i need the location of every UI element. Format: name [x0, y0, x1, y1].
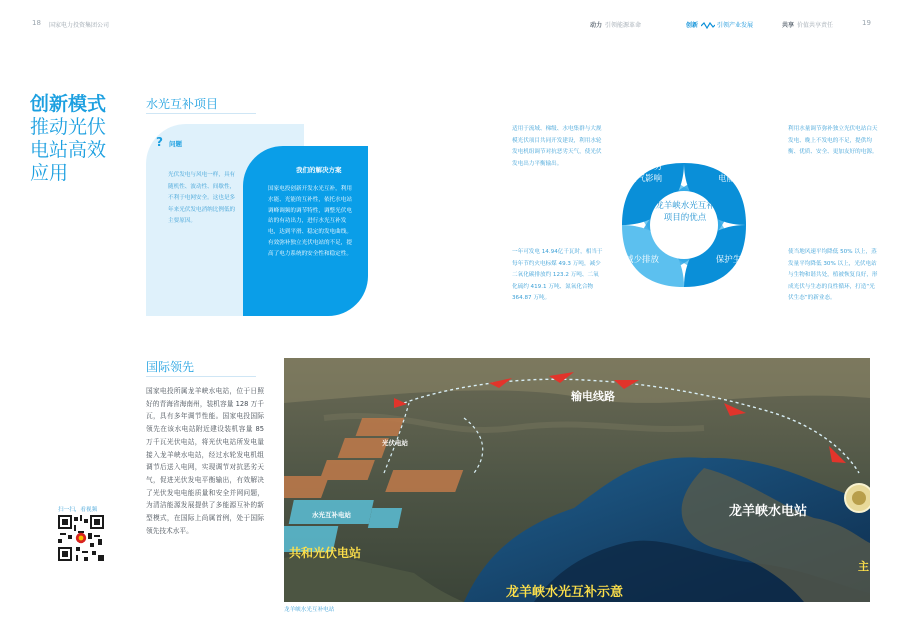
map-label-gonghe: 共和光伏电站: [289, 546, 362, 560]
page-title: [30, 93, 145, 185]
qr-label: 扫一扫，看视频: [58, 507, 98, 513]
nav-item-innovation[interactable]: [686, 20, 753, 29]
title-line-4: 应用: [30, 162, 69, 184]
intl-body-text: 国家电投所属龙羊峡水电站，位于日照好的青海省海南州，装机容量 128 万千瓦，具有多年调节性能。国家电投国际领先在该水电站附近建设装机容量 85 万千瓦光伏电站，将光伏电站所发电量接入龙羊峡水电站，经过水轮发电机组调节后送入电网，实现调节对抗恶劣天气，促进光伏发电平衡输出，有效解决了光伏发电电能质量和安全并网问题，为清洁能源发展提供了多能源互补的新型模式，在国际上尚属首例，处于国际领先技术水平。: [146, 387, 264, 535]
nav-label: 价值共享责任: [797, 22, 834, 29]
nav-key: 共享: [782, 22, 795, 29]
question-title: 问题: [169, 140, 182, 148]
nav-key: 动力: [590, 22, 603, 29]
section-heading-intl: 国际领先: [146, 360, 195, 374]
map-image: [284, 358, 870, 602]
map-label-pv: 光伏电站: [382, 439, 408, 447]
map-label-longyangxia: 龙羊峡水电站: [729, 504, 808, 519]
map-title: 龙羊峡水光互补示意: [506, 585, 624, 600]
nav-label: 引领能源革命: [605, 22, 642, 29]
qr-code-icon: [58, 515, 104, 561]
solution-text: 国家电投创新开发水光互补，利用水能、光能的互补性，依托水电站调峰调频的调节特性，调整光伏电站的有功出力，进行水光互补发电，达到平滑、稳定的发电曲线。有效弥补独立光伏电站的不足，提高了电力系统的安全性和稳定性。: [268, 186, 352, 257]
left-page-number: 18: [32, 19, 41, 27]
section-rule: [146, 376, 256, 377]
nav-item-share[interactable]: [782, 20, 833, 29]
petal-label-emissions: 减少排放: [624, 255, 659, 265]
question-mark-icon: ?: [156, 135, 163, 149]
petal-label-grid: 提升电网电能质量: [717, 162, 752, 184]
section-heading-hydro-pv: 水光互补项目: [146, 97, 219, 111]
wave-icon: [701, 22, 715, 29]
diagram-center-label: 龙羊峡水光互补项目的优点: [655, 201, 715, 223]
petal-label-weather: 对抗恶劣天气影响: [627, 162, 662, 184]
map-label-edge: 主: [858, 560, 869, 573]
qr-code[interactable]: [58, 515, 104, 561]
title-line-3: 电站高效: [30, 139, 107, 161]
note-grid: 利用水量调节弥补独立光伏电站白天发电、晚上不发电的不足，提供均衡、优质、安全、更加友好的电源。: [788, 126, 878, 155]
nav-key: 创新: [686, 22, 699, 29]
map-caption: 龙羊峡水光互补电站: [284, 607, 335, 613]
nav-label: 引领产业发展: [717, 22, 754, 29]
right-page-number: 19: [862, 19, 871, 27]
note-weather: 适用于流域、梯级、水电集群与大规模光伏项目共同开发建设，利用水轮发电机组调节对抗恶劣天气，使光伏发电出力平衡输出。: [512, 126, 602, 167]
nav-item-power[interactable]: [590, 20, 641, 29]
note-emissions: 一年可发电 14.94亿千瓦时，相当于每年节约火电标煤 49.3 万吨，减少二氧化碳排放约 123.2 万吨、二氧化硫约 419.1 万吨、氮氧化合物 364.87 万吨。: [512, 249, 603, 301]
note-ecology: 使当地风速平均降低 50% 以上，蒸发量平均降低 30% 以上，光伏电站与生物和谐共处，植被恢复良好，形成光伏与生态的良性循环，打造“光伏生态”的新业态。: [788, 249, 878, 301]
map-label-transmission: 输电线路: [571, 390, 615, 403]
question-text: 光伏发电与风电一样，具有随机性、波动性、间歇性，不利于电网安全。这也是多年来光伏发电消纳比例低的主要原因。: [168, 172, 236, 224]
title-line-1: 创新模式: [30, 93, 107, 115]
title-line-2: 推动光伏: [30, 116, 107, 138]
solution-title: 我们的解决方案: [296, 166, 342, 174]
petal-label-ecology: 保护生态环境: [715, 255, 759, 277]
section-rule: [146, 113, 256, 114]
map-label-hydro-pv: 水光互补电站: [312, 511, 351, 519]
left-company-name: 国家电力投资集团公司: [49, 22, 110, 29]
